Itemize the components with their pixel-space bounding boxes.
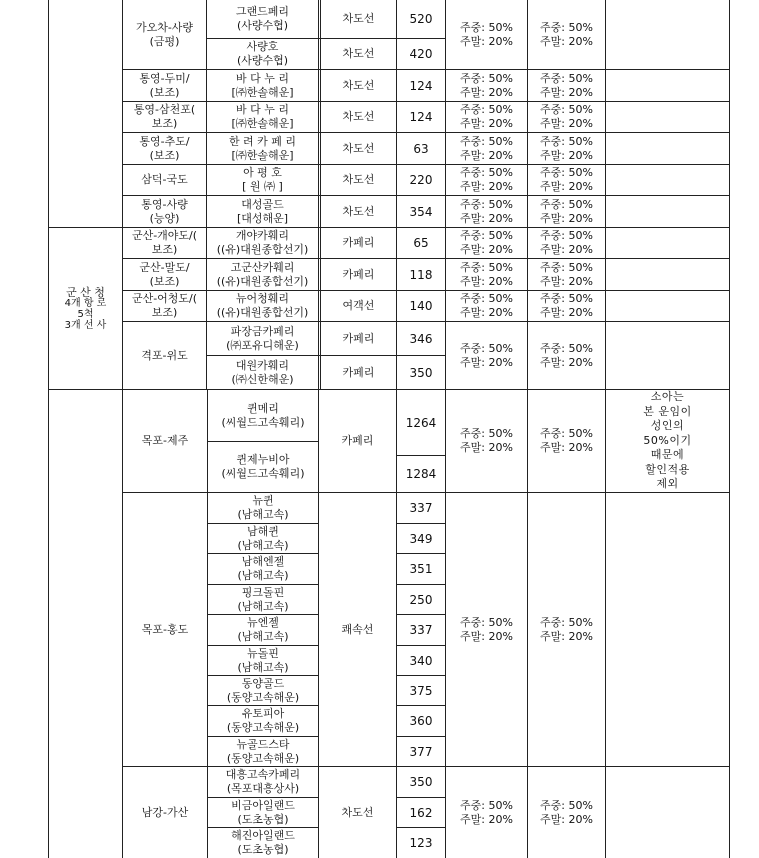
- capacity: 1264: [405, 415, 437, 430]
- remark-note: 소아는 본 운임이 성인의 50%이기 때문에 할인적용 제외: [643, 390, 692, 491]
- vessel-name: 뉴어청훼리 ((유)대원종합선기): [216, 292, 309, 319]
- capacity: 220: [409, 173, 433, 187]
- route-name: 통영-두미/ (보조): [139, 71, 190, 99]
- capacity: 420: [409, 47, 433, 61]
- capacity: 1284: [405, 467, 437, 481]
- capacity: 350: [409, 365, 433, 380]
- capacity: 377: [409, 744, 433, 759]
- discount-rate-2: 주중: 50% 주말: 20%: [540, 20, 593, 48]
- operator-group-cell: [49, 228, 122, 389]
- discount-rate: 주중: 50% 주말: 20%: [460, 71, 513, 99]
- vessel-name: 동양골드 (동양고속해운): [226, 676, 300, 704]
- discount-rate-2: 주중: 50% 주말: 20%: [540, 260, 593, 288]
- capacity: 140: [409, 299, 433, 313]
- vessel-type: 카페리: [342, 236, 375, 249]
- col-line: [48, 0, 49, 858]
- discount-rate-2: 주중: 50% 주말: 20%: [540, 103, 593, 130]
- vessel-type: 차도선: [342, 141, 375, 155]
- capacity: 360: [409, 714, 433, 728]
- vessel-name: 바 다 누 리 [㈜한솔해운]: [231, 103, 294, 130]
- capacity: 250: [409, 592, 433, 607]
- discount-rate: 주중: 50% 주말: 20%: [460, 341, 513, 369]
- vessel-name: 바 다 누 리 [㈜한솔해운]: [231, 71, 294, 99]
- vessel-name: 핑크돌핀 (남해고속): [237, 585, 289, 613]
- vessel-name: 유토피아 (동양고속해운): [226, 707, 300, 734]
- vessel-name: 퀸메리 (씨월드고속훼리): [221, 401, 305, 429]
- operator-route-count: 4개 항 로: [64, 297, 107, 309]
- operator-company-count: 3개 선 사: [64, 319, 107, 331]
- vessel-type: 차도선: [342, 173, 375, 186]
- discount-rate: 주중: 50% 주말: 20%: [460, 427, 513, 454]
- discount-rate-2: 주중: 50% 주말: 20%: [540, 798, 593, 826]
- discount-rate-2: 주중: 50% 주말: 20%: [540, 292, 593, 319]
- vessel-name: 뉴엔젤 (남해고속): [237, 616, 289, 643]
- vessel-name: 파장금카페리 (㈜포유디해운): [226, 324, 299, 352]
- capacity: 340: [409, 653, 433, 668]
- vessel-name: 고군산카훼리 ((유)대원종합선기): [216, 260, 309, 288]
- vessel-name: 뉴돌핀 (남해고속): [237, 646, 289, 674]
- vessel-type: 카페리: [342, 267, 375, 281]
- vessel-type: 차도선: [342, 110, 375, 123]
- vessel-name: 뉴골드스타 (동양고속해운): [226, 737, 300, 765]
- vessel-type: 쾌속선: [341, 622, 374, 636]
- route-name: 남강-가산: [141, 805, 189, 819]
- discount-rate-2: 주중: 50% 주말: 20%: [540, 229, 593, 256]
- capacity: 123: [409, 836, 433, 850]
- discount-rate: 주중: 50% 주말: 20%: [460, 20, 513, 48]
- capacity: 351: [409, 562, 433, 576]
- vessel-type: 차도선: [341, 805, 374, 819]
- capacity: 65: [413, 236, 429, 250]
- capacity: 349: [409, 531, 433, 546]
- vessel-type: 카페리: [341, 434, 374, 447]
- capacity: 520: [409, 12, 433, 26]
- route-name: 목포-홍도: [141, 622, 189, 636]
- discount-rate: 주중: 50% 주말: 20%: [460, 103, 513, 130]
- capacity: 124: [409, 78, 433, 93]
- vessel-name: 아 평 호 [ 원 ㈜ ]: [242, 166, 283, 193]
- discount-rate-2: 주중: 50% 주말: 20%: [540, 166, 593, 193]
- discount-rate: 주중: 50% 주말: 20%: [460, 229, 513, 256]
- vessel-name: 비금아일랜드 (도초농협): [231, 798, 295, 826]
- discount-rate: 주중: 50% 주말: 20%: [460, 134, 513, 162]
- route-name: 격포-위도: [141, 348, 188, 362]
- capacity: 375: [409, 683, 433, 698]
- discount-rate-2: 주중: 50% 주말: 20%: [540, 341, 593, 369]
- discount-rate-2: 주중: 50% 주말: 20%: [540, 197, 593, 225]
- vessel-type: 여객선: [342, 299, 375, 312]
- route-name: 목포-제주: [141, 434, 189, 447]
- discount-rate: 주중: 50% 주말: 20%: [460, 615, 513, 643]
- capacity: 337: [409, 501, 433, 515]
- vessel-type: 카페리: [342, 331, 375, 345]
- capacity: 337: [409, 623, 433, 637]
- capacity: 162: [409, 805, 433, 820]
- vessel-name: 뉴퀸 (남해고속): [237, 494, 289, 521]
- route-name: 통영-추도/ (보조): [139, 134, 190, 162]
- route-name: 군산-말도/ (보조): [139, 260, 190, 288]
- route-name: 삼덕-국도: [141, 173, 188, 186]
- vessel-name: 사량호 (사량수협): [236, 40, 289, 67]
- discount-rate-2: 주중: 50% 주말: 20%: [540, 71, 593, 99]
- operator-name: 군 산 청: [66, 285, 105, 299]
- vessel-name: 퀸제누비아 (씨월드고속훼리): [221, 453, 305, 480]
- vessel-name: 대흥고속카페리 (목포대흥상사): [225, 768, 301, 795]
- capacity: 118: [409, 267, 433, 282]
- col-line: [729, 0, 730, 858]
- route-name: 가오차-사량 (금평): [135, 20, 194, 48]
- vessel-type: 차도선: [342, 78, 375, 92]
- discount-rate-2: 주중: 50% 주말: 20%: [540, 427, 593, 454]
- vessel-name: 대원카훼리 (㈜신한해운): [231, 358, 294, 386]
- vessel-type: 차도선: [342, 204, 375, 218]
- vessel-name: 대성골드 [대성해운]: [236, 197, 289, 225]
- discount-rate: 주중: 50% 주말: 20%: [460, 197, 513, 225]
- capacity: 354: [409, 204, 433, 219]
- route-name: 통영-삼천포( 보조): [133, 103, 196, 130]
- vessel-type: 차도선: [342, 47, 375, 60]
- discount-rate: 주중: 50% 주말: 20%: [460, 260, 513, 288]
- discount-rate-2: 주중: 50% 주말: 20%: [540, 134, 593, 162]
- vessel-type: 카페리: [342, 365, 375, 379]
- discount-rate: 주중: 50% 주말: 20%: [460, 798, 513, 826]
- vessel-name: 해진아일랜드 (도초농협): [231, 829, 295, 856]
- operator-vessel-count: 5척: [77, 308, 94, 320]
- route-name: 군산-어청도/( 보조): [131, 292, 198, 319]
- vessel-name: 한 려 카 페 리 [㈜한솔해운]: [228, 134, 297, 162]
- capacity: 124: [409, 110, 433, 124]
- discount-rate: 주중: 50% 주말: 20%: [460, 166, 513, 193]
- capacity: 63: [413, 141, 429, 156]
- vessel-type: 차도선: [342, 12, 375, 25]
- vessel-name: 개야카훼리 ((유)대원종합선기): [216, 229, 309, 256]
- vessel-name: 그랜드페리 (사량수협): [235, 5, 290, 32]
- route-name: 군산-개야도/( 보조): [131, 229, 198, 256]
- capacity: 346: [409, 331, 433, 346]
- vessel-name: 남해엔젤 (남해고속): [237, 555, 289, 582]
- discount-rate-2: 주중: 50% 주말: 20%: [540, 615, 593, 643]
- route-name: 통영-사량 (능양): [141, 197, 188, 225]
- capacity: 350: [409, 775, 433, 789]
- vessel-name: 남해퀸 (남해고속): [237, 524, 289, 552]
- discount-rate: 주중: 50% 주말: 20%: [460, 292, 513, 319]
